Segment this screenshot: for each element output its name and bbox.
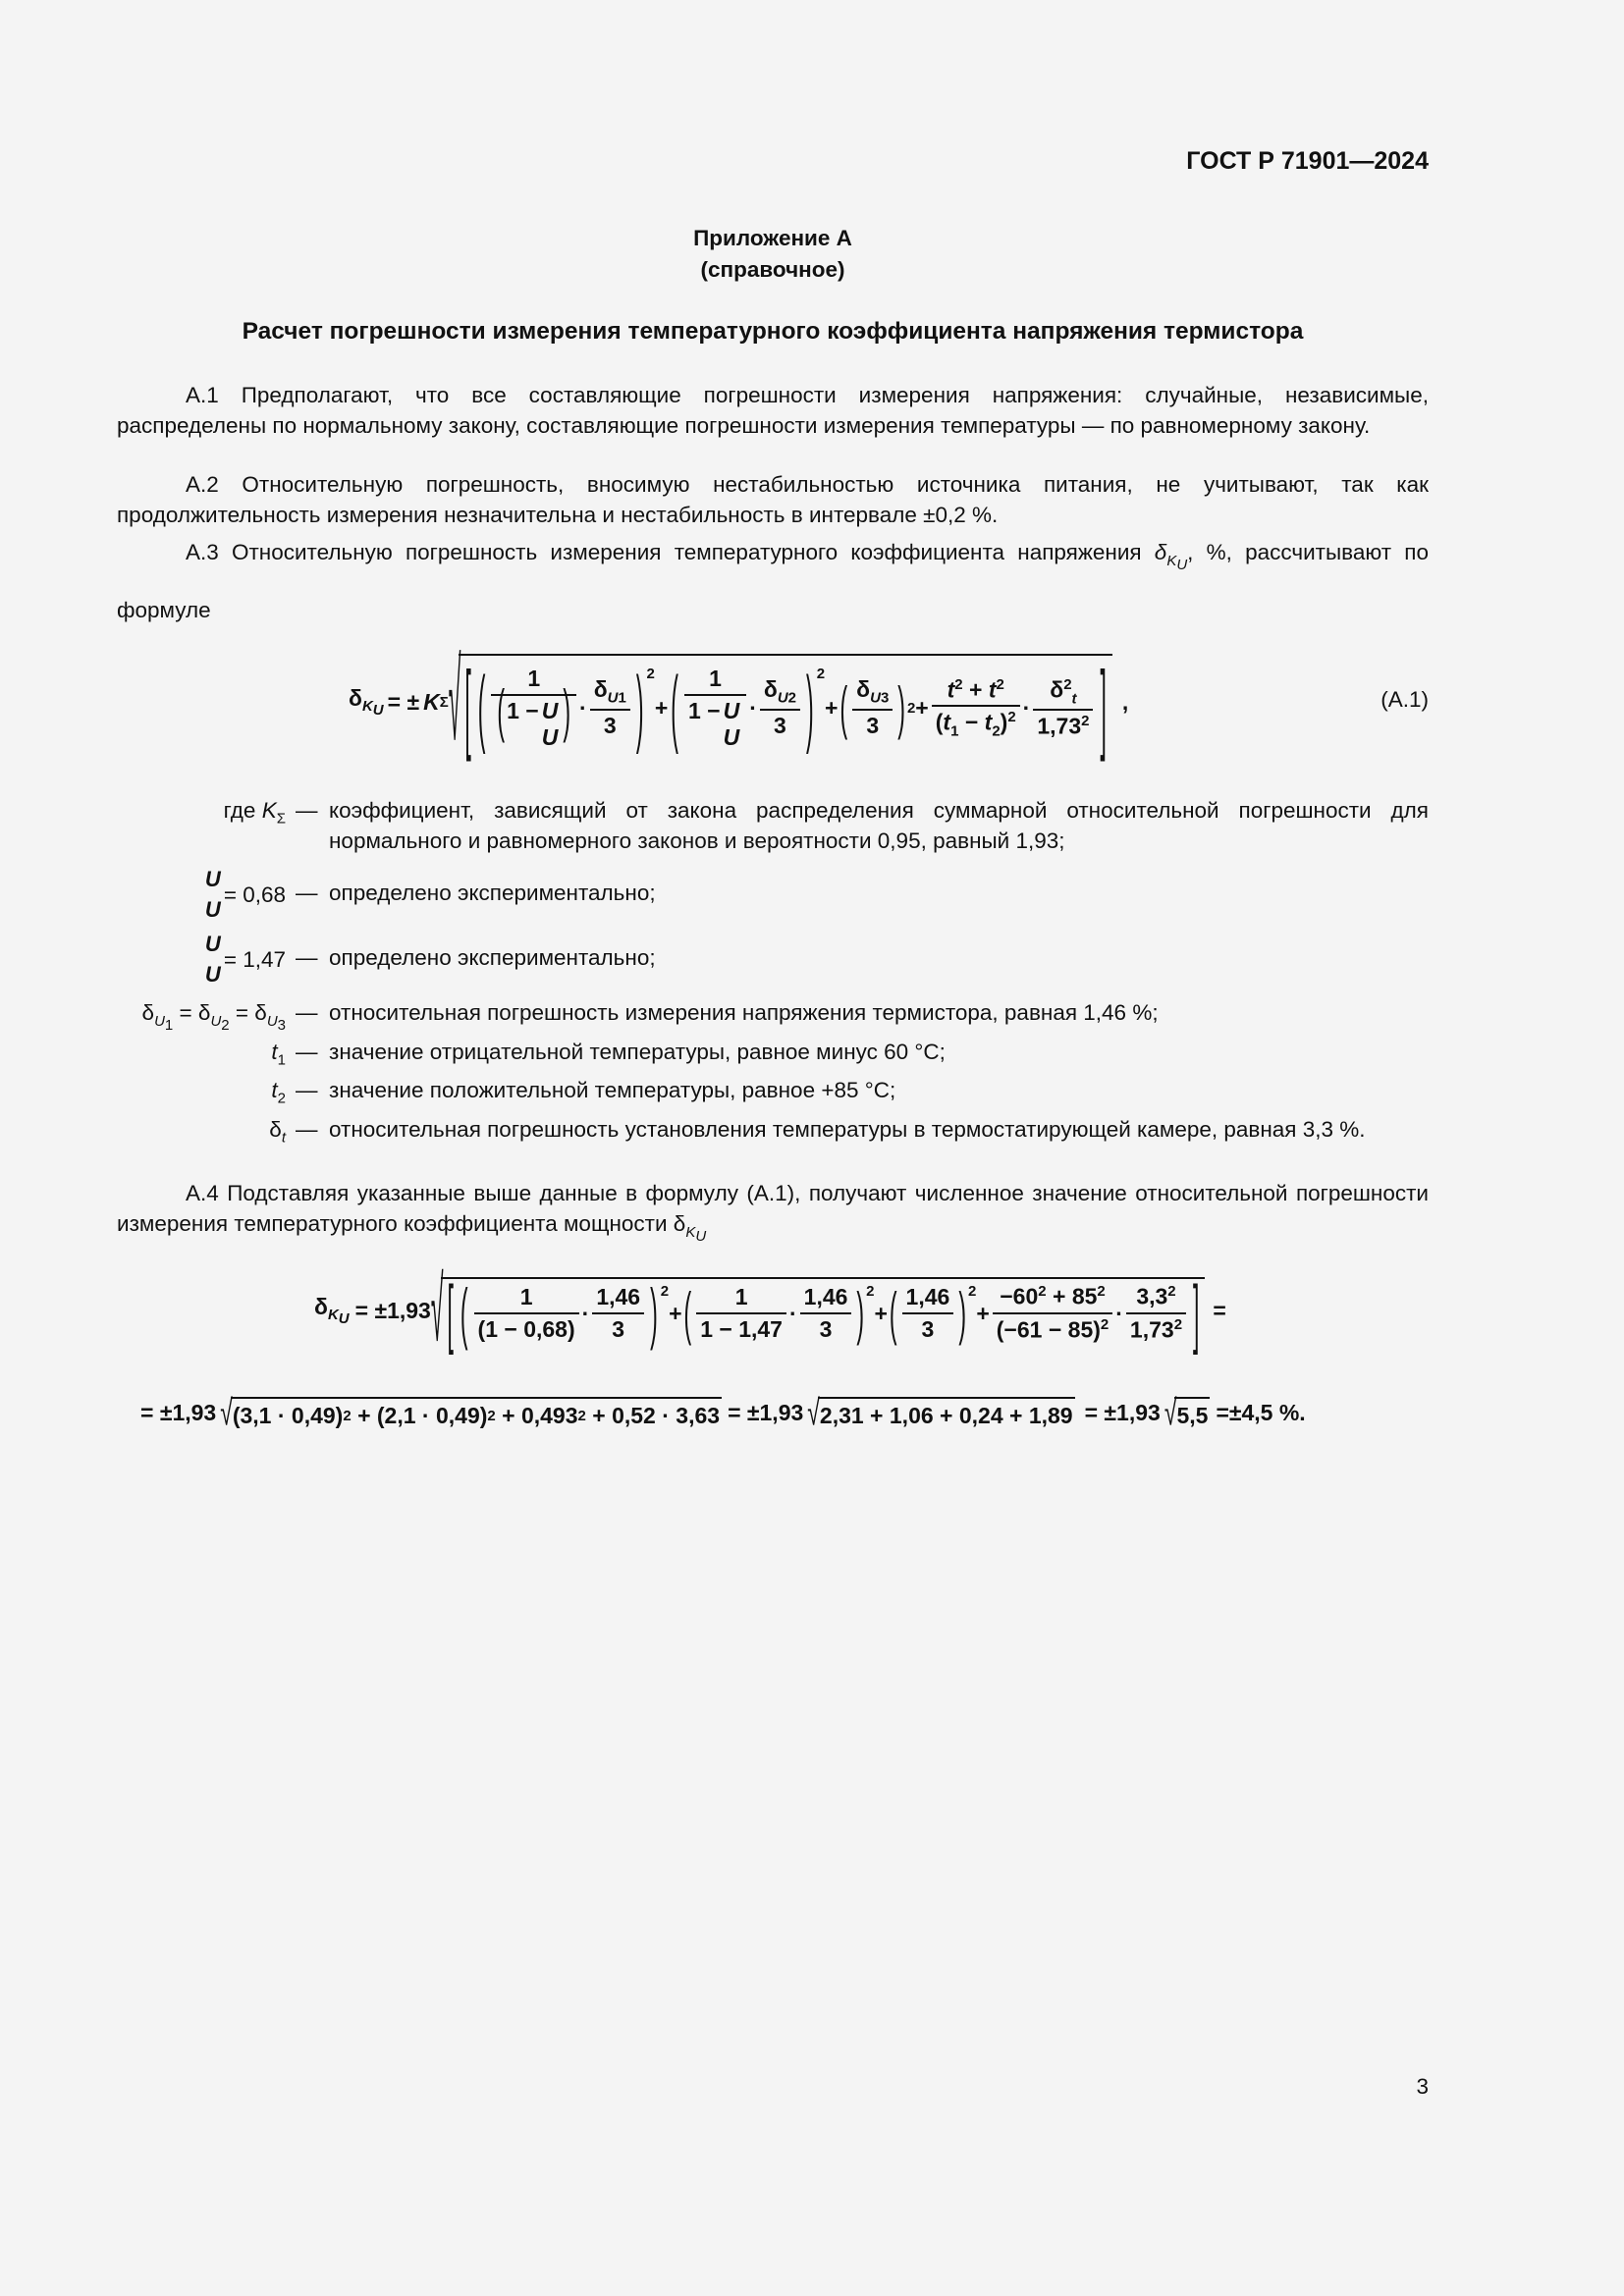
appendix-title: Приложение А	[693, 226, 852, 250]
definition-k-sigma: где $K_\Sigma$ — коэффициент, зависящий от закона распределения суммарной относительной погрешности для нормального и равномерного законов и вероятности 0,95, равный 1,93;	[223, 798, 1429, 853]
page-number: 3	[1416, 2074, 1429, 2099]
formula-a1: $\delta_{K_U}$ = ± K Σ √ [ ( 1 (1 − U U ) · $\delta_{U1}$ 3 ) $^2$ + ( 1 1 − U U · $\delta_{U2}$ 3 ) $^2$ + ( $\delta_{U3}$ 3 ) 2 + $\frac{t^2 + t^2}{(t_1 - t_2)^2}$ · $\delta^2_t$ 1,73$^2$ ] ,	[349, 628, 1128, 775]
sqrt-icon: √	[1164, 1391, 1177, 1432]
definition-u1-u2: U U = 0,68 — определено экспериментально;	[204, 867, 656, 922]
appendix-note: (справочное)	[700, 257, 845, 282]
sqrt-icon: √	[220, 1391, 233, 1432]
section-title: Расчет погрешности измерения температурного коэффициента напряжения термистора	[242, 318, 1304, 345]
sqrt-icon: √	[807, 1391, 820, 1432]
definition-u1-u2-second: U U = 1,47 — определено экспериментально;	[204, 932, 656, 987]
formula-numeric-1: $\delta_{K_U}$ = ±1,93 √ [ ( 1 (1 − 0,68) · 1,46 3 ) $^2$ + ( 1 1 − 1,47 · 1,46 3 ) $^2$ + ( 1,46 3 ) $^2$ + $\frac{-60^2 + 85^2}{(-61 - 85)^2}$ · $3,3^2$ 1,73$^2$ ] =	[314, 1256, 1226, 1364]
paragraph-a4: А.4 Подставляя указанные выше данные в формулу (А.1), получают численное значение относительной погрешности измерения температурного коэффициента мощности $\delta_{K_U}$	[117, 1181, 1429, 1245]
document-id: ГОСТ Р 71901—2024	[1186, 147, 1429, 175]
paragraph-a2: А.2 Относительную погрешность, вносимую нестабильностью источника питания, не учитывают, так как продолжительность измерения незначительна и нестабильность в интервале ±0,2 %.	[117, 472, 1429, 527]
sqrt-icon: √	[430, 1257, 444, 1360]
paragraph-a3: А.3 Относительную погрешность измерения температурного коэффициента напряжения $\delta_{K_U}$, %, рассчитывают по формуле	[117, 540, 1429, 622]
paragraph-a1: А.1 Предполагают, что все составляющие погрешности измерения напряжения: случайные, независимые, распределены по нормальному закону, составляющие погрешности измерения температуры — по равномерному закону.	[117, 383, 1429, 438]
formula-label: (А.1)	[1380, 687, 1429, 712]
sqrt-icon: √	[448, 635, 461, 764]
formula-numeric-2: = ±1,93 √ (3,1 · 0,49) 2 + (2,1 · 0,49) 2 + 0,493 2 + 0,52 · 3,63 = ±1,93 √ 2,31 + 1,06 + 0,24 + 1,89 = ±1,93 √ 5,5 =±4,5 %.	[140, 1391, 1306, 1432]
